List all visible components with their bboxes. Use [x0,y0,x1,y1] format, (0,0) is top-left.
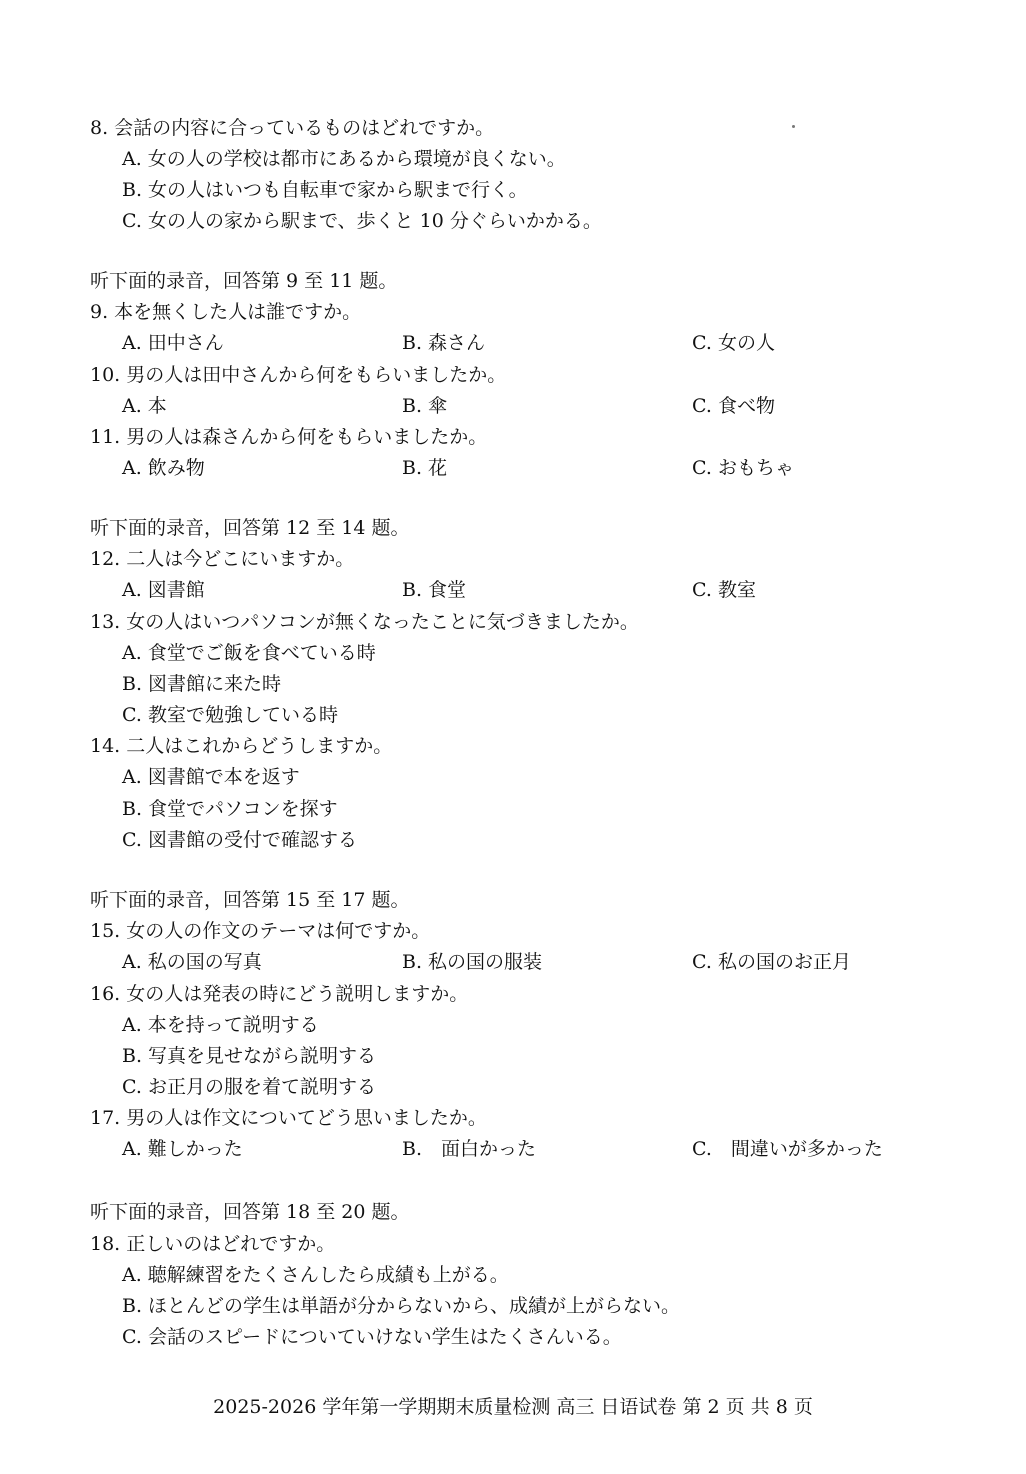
question-17-option-a: A. 難しかった [122,1138,243,1160]
question-9-option-b: B. 森さん [402,332,486,354]
question-10-option-c: C. 食べ物 [692,395,775,417]
question-9-stem: 9. 本を無くした人は誰ですか。 [90,301,362,323]
question-14-option-b: B. 食堂でパソコンを探す [122,798,338,820]
question-8-option-b: B. 女の人はいつも自転車で家から駅まで行く。 [122,179,528,201]
question-11-option-a: A. 飲み物 [122,457,205,479]
scan-speck [792,125,795,128]
section-heading-18-20: 听下面的录音，回答第 18 至 20 题。 [90,1201,410,1223]
section-heading-9-11: 听下面的录音，回答第 9 至 11 题。 [90,270,398,292]
question-9-option-a: A. 田中さん [122,332,224,354]
question-15-option-a: A. 私の国の写真 [122,951,262,973]
question-17-stem: 17. 男の人は作文についてどう思いましたか。 [90,1107,487,1129]
question-15-option-c: C. 私の国のお正月 [692,951,851,973]
question-12-option-c: C. 教室 [692,579,756,601]
question-16-stem: 16. 女の人は発表の時にどう説明しますか。 [90,983,469,1005]
question-12-option-b: B. 食堂 [402,579,467,601]
question-11-stem: 11. 男の人は森さんから何をもらいましたか。 [90,426,488,448]
question-18-option-c: C. 会話のスピードについていけない学生はたくさんいる。 [122,1326,622,1348]
question-16-option-b: B. 写真を見せながら説明する [122,1045,377,1067]
question-8-option-a: A. 女の人の学校は都市にあるから環境が良くない。 [122,148,566,170]
question-11-option-c: C. おもちゃ [692,457,794,479]
question-10-stem: 10. 男の人は田中さんから何をもらいましたか。 [90,364,507,386]
question-17-option-c: C. 間違いが多かった [692,1138,883,1160]
page-footer: 2025-2026 学年第一学期期末质量检测 高三 日语试卷 第 2 页 共 8 页 [213,1396,813,1418]
question-13-stem: 13. 女の人はいつパソコンが無くなったことに気づきましたか。 [90,611,639,633]
section-heading-15-17: 听下面的录音，回答第 15 至 17 题。 [90,889,410,911]
question-11-option-b: B. 花 [402,457,448,479]
question-17-option-b: B. 面白かった [402,1138,537,1160]
question-13-option-a: A. 食堂でご飯を食べている時 [122,642,376,664]
question-14-option-c: C. 図書館の受付で確認する [122,829,357,851]
question-15-stem: 15. 女の人の作文のテーマは何ですか。 [90,920,431,942]
question-8-option-c: C. 女の人の家から駅まで、歩くと 10 分ぐらいかかる。 [122,210,602,232]
question-8-stem: 8. 会話の内容に合っているものはどれですか。 [90,117,495,139]
question-14-stem: 14. 二人はこれからどうしますか。 [90,735,393,757]
question-18-option-b: B. ほとんどの学生は単語が分からないから、成績が上がらない。 [122,1295,681,1317]
question-12-option-a: A. 図書館 [122,579,205,601]
question-10-option-b: B. 傘 [402,395,448,417]
question-14-option-a: A. 図書館で本を返す [122,766,300,788]
question-13-option-b: B. 図書館に来た時 [122,673,282,695]
question-12-stem: 12. 二人は今どこにいますか。 [90,548,355,570]
question-10-option-a: A. 本 [122,395,167,417]
question-13-option-c: C. 教室で勉強している時 [122,704,338,726]
question-15-option-b: B. 私の国の服装 [402,951,543,973]
question-18-option-a: A. 聴解練習をたくさんしたら成績も上がる。 [122,1264,509,1286]
question-16-option-c: C. お正月の服を着て説明する [122,1076,376,1098]
question-16-option-a: A. 本を持って説明する [122,1014,319,1036]
question-18-stem: 18. 正しいのはどれですか。 [90,1233,336,1255]
section-heading-12-14: 听下面的录音，回答第 12 至 14 题。 [90,517,410,539]
question-9-option-c: C. 女の人 [692,332,775,354]
